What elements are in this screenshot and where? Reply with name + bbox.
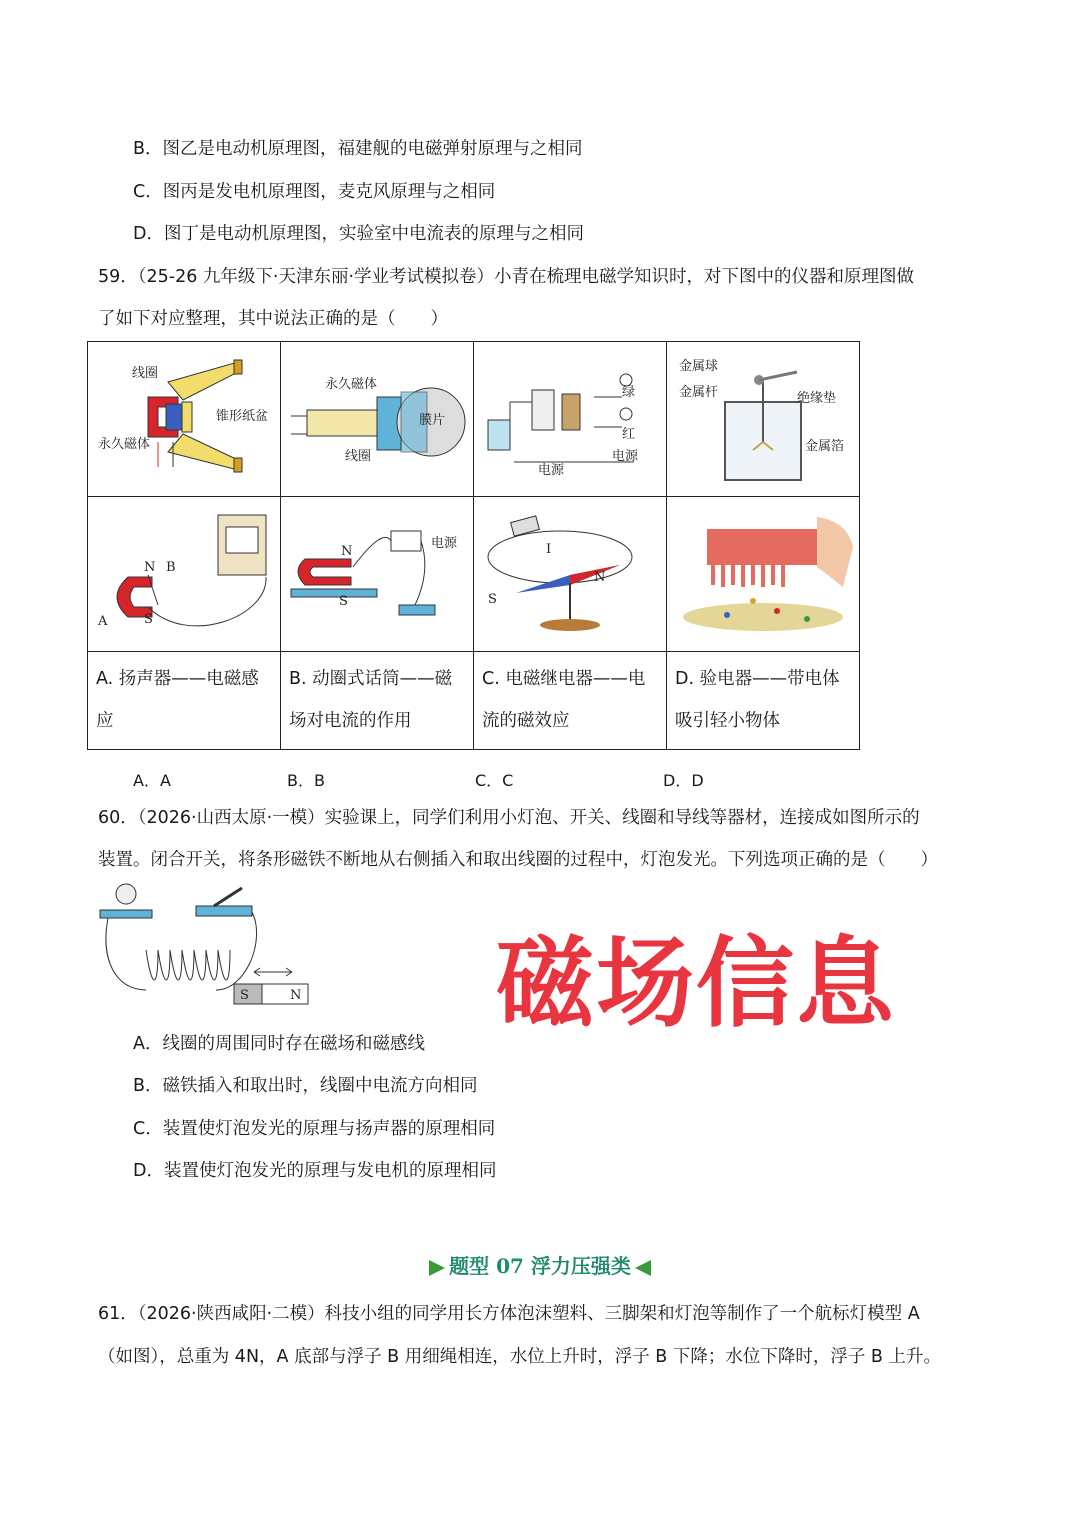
q59-choice-c[interactable]: C．C: [475, 771, 514, 790]
label-power1: 电源: [538, 463, 565, 478]
q59-stem-line1: 59．（25-26 九年级下·天津东丽·学业考试模拟卷）小青在梳理电磁学知识时，对下图中的仪器和原理图做: [98, 267, 915, 287]
label-pad: 绝缘垫: [797, 391, 837, 406]
q61-stem-line2: （如图），总重为 4N，A 底部与浮子 B 用细绳相连，水位上升时，浮子 B 下降；水位下降时，浮子 B 上升。: [98, 1347, 941, 1367]
induction-experiment-figure: [88, 497, 281, 652]
cell-d: D. 验电器——带电体吸引轻小物体: [667, 652, 860, 750]
q58-option-b: B．图乙是电动机原理图，福建舰的电磁弹射原理与之相同: [133, 139, 583, 159]
label-power2: 电源: [612, 449, 639, 464]
comb-paper-figure: [667, 497, 860, 652]
q60-option-d: D．装置使灯泡发光的原理与发电机的原理相同: [133, 1161, 497, 1181]
arrow-left-icon: [635, 1260, 651, 1276]
label-green: 绿: [622, 385, 636, 400]
cell-b: B. 动圈式话筒——磁场对电流的作用: [281, 652, 474, 750]
relay-figure: [474, 342, 667, 497]
q60-stem-line1: 60．（2026·山西太原·一模）实验课上，同学们利用小灯泡、开关、线圈和导线等器材，连接成如图所示的: [98, 808, 920, 828]
label-s3: S: [488, 592, 497, 607]
label-i: I: [546, 542, 552, 557]
magnet-s-label: S: [240, 988, 249, 1003]
label-n2: N: [341, 544, 353, 559]
label-magnet: 永久磁体: [98, 437, 151, 452]
q60-option-a: A．线圈的周围同时存在磁场和磁感线: [133, 1034, 425, 1054]
q59-stem-line2: 了如下对应整理，其中说法正确的是（ ）: [98, 309, 448, 329]
section-heading: [0, 1250, 1080, 1279]
label-a: A: [98, 614, 108, 629]
oersted-figure: [474, 497, 667, 652]
q61-stem-line1: 61．（2026·陕西咸阳·二模）科技小组的同学用长方体泡沫塑料、三脚架和灯泡等制作了一个航标灯模型 A: [98, 1304, 920, 1324]
q59-choice-d[interactable]: D．D: [663, 771, 704, 790]
motor-experiment-figure: [281, 497, 474, 652]
label-cone: 锥形纸盆: [216, 409, 269, 424]
label-n3: N: [594, 570, 606, 585]
arrow-right-icon: [429, 1260, 445, 1276]
q59-figure-table: [87, 341, 860, 750]
label-ball: 金属球: [679, 359, 719, 374]
speaker-figure: [88, 342, 281, 497]
q58-option-c: C．图丙是发电机原理图，麦克风原理与之相同: [133, 182, 496, 202]
q60-circuit-figure: [96, 880, 326, 1020]
label-s2: S: [339, 594, 348, 609]
cell-a: A. 扬声器——电磁感应: [88, 652, 281, 750]
section-title: 题型 07 浮力压强类: [449, 1254, 631, 1278]
q60-option-b: B．磁铁插入和取出时，线圈中电流方向相同: [133, 1076, 478, 1096]
q60-option-c: C．装置使灯泡发光的原理与扬声器的原理相同: [133, 1119, 496, 1139]
cell-c: C. 电磁继电器——电流的磁效应: [474, 652, 667, 750]
label-power3: 电源: [431, 536, 458, 551]
label-foil: 金属箔: [805, 439, 845, 454]
label-magnet2: 永久磁体: [325, 377, 378, 392]
q59-choice-a[interactable]: A．A: [133, 771, 171, 790]
label-s: S: [144, 612, 153, 627]
label-diaphragm: 膜片: [419, 413, 446, 428]
q59-choice-b[interactable]: B．B: [287, 771, 325, 790]
microphone-figure: [281, 342, 474, 497]
label-b: B: [166, 560, 176, 575]
label-coil2: 线圈: [345, 449, 372, 464]
label-red: 红: [622, 427, 636, 442]
q58-option-d: D．图丁是电动机原理图，实验室中电流表的原理与之相同: [133, 224, 584, 244]
label-rod: 金属杆: [679, 385, 719, 400]
label-coil: 线圈: [132, 366, 159, 381]
q60-stem-line2: 装置。闭合开关，将条形磁铁不断地从右侧插入和取出线圈的过程中，灯泡发光。下列选项正确的是（ ）: [98, 850, 938, 870]
watermark-text: 磁场信息: [496, 927, 897, 1041]
electroscope-figure: [667, 342, 860, 497]
magnet-n-label: N: [290, 988, 302, 1003]
label-n: N: [144, 560, 156, 575]
